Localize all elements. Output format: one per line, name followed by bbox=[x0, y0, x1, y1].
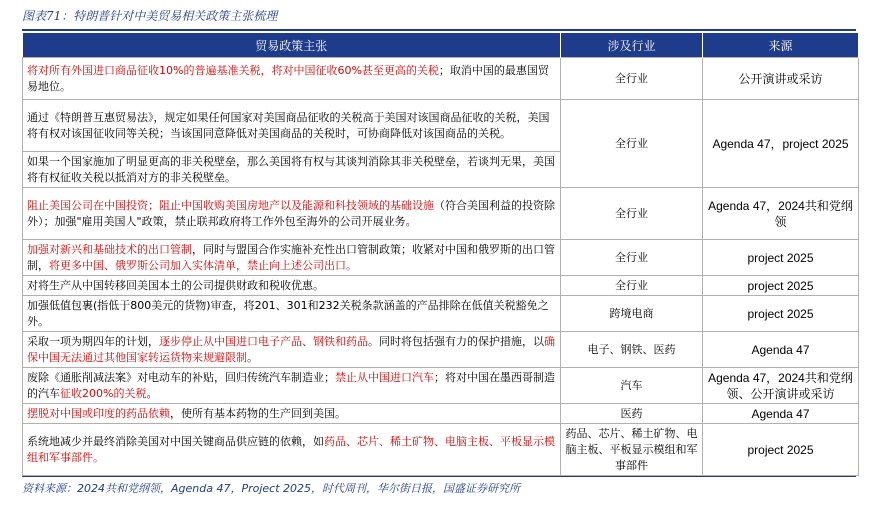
table-row bbox=[23, 58, 859, 100]
policy-text: ；将对中国在墨西哥制造的汽车 bbox=[27, 370, 555, 400]
industry-cell: 药品、芯片、稀土矿物、电脑主板、平板显示模组和军事部件 bbox=[561, 424, 703, 476]
policy-text: 。同时将包括强有力的保护措施，以 bbox=[368, 334, 544, 348]
footer-divider bbox=[22, 476, 856, 477]
header-industry: 涉及行业 bbox=[561, 33, 703, 58]
industry-cell: 全行业 bbox=[561, 188, 703, 240]
highlighted-text: 加强对新兴和基础技术的出口管制 bbox=[27, 242, 192, 256]
header-source: 来源 bbox=[703, 33, 859, 58]
policy-table bbox=[22, 33, 859, 476]
policy-text: 通过《特朗普互惠贸易法》，规定如果任何国家对美国商品征收的关税高于美国对该国商品征收的关税，美国将有权对该国征收同等关税；当该国同意降低对美国商品的关税时，可协商降低对该国商品的关税。 bbox=[27, 110, 550, 140]
highlighted-text: 将对所有外国进口商品征收10%的普遍基准关税，将对中国征收60%甚至更高的关税 bbox=[27, 63, 439, 77]
table-row bbox=[23, 188, 859, 240]
table-row bbox=[23, 240, 859, 276]
policy-cell bbox=[23, 276, 561, 296]
highlighted-text: 摆脱对中国或印度的药品依赖 bbox=[27, 406, 170, 420]
header-policy: 贸易政策主张 bbox=[23, 33, 561, 58]
industry-cell: 全行业 bbox=[561, 240, 703, 276]
policy-text: 如果一个国家施加了明显更高的非关税壁垒，那么美国将有权与其谈判消除其非关税壁垒，若谈判无果，美国将有权征收关税以抵消对方的非关税壁垒。 bbox=[27, 154, 555, 184]
figure-title: 图表71：特朗普针对中美贸易相关政策主张梳理 bbox=[22, 9, 278, 23]
highlighted-text: 将更多中国、俄罗斯公司加入实体清单，禁止向上述公司出口。 bbox=[49, 258, 357, 272]
policy-text: 废除《通胀削减法案》对电动车的补贴，回归传统汽车制造业； bbox=[27, 370, 335, 384]
industry-cell: 汽车 bbox=[561, 368, 703, 404]
policy-text: 。 bbox=[146, 386, 158, 400]
industry-cell: 全行业 bbox=[561, 276, 703, 296]
policy-cell bbox=[23, 404, 561, 424]
source-cell: project 2025 bbox=[703, 240, 859, 276]
table-row bbox=[23, 368, 859, 404]
industry-cell: 电子、钢铁、医药 bbox=[561, 332, 703, 368]
source-cell: project 2025 bbox=[703, 276, 859, 296]
table-header-row bbox=[23, 33, 859, 58]
policy-cell bbox=[23, 424, 561, 476]
source-cell: project 2025 bbox=[703, 296, 859, 332]
source-note: 资料来源：2024共和党纲领，Agenda 47，Project 2025，时代周刊，华尔街日报，国盛证券研究所 bbox=[22, 482, 521, 495]
highlighted-text: 确保中国无法通过其他国家转运货物来规避限制 bbox=[27, 334, 555, 364]
source-cell: Agenda 47 bbox=[703, 332, 859, 368]
table-row bbox=[23, 404, 859, 424]
policy-text: 加强低值包裹(指低于800美元的货物)审查，将201、301和232关税条款涵盖的产品排除在低值关税豁免之外。 bbox=[27, 298, 549, 328]
source-cell: Agenda 47，project 2025 bbox=[703, 100, 859, 188]
table-row bbox=[23, 100, 859, 152]
policy-text: 。 bbox=[247, 350, 258, 364]
highlighted-text: 药品、芯片、稀土矿物、电脑主板、平板显示模组和军事部件。 bbox=[27, 434, 555, 464]
policy-cell bbox=[23, 152, 561, 188]
policy-cell bbox=[23, 332, 561, 368]
industry-cell: 全行业 bbox=[561, 100, 703, 188]
table-row bbox=[23, 424, 859, 476]
source-cell: Agenda 47，2024共和党纲领 bbox=[703, 188, 859, 240]
source-cell: 公开演讲或采访 bbox=[703, 58, 859, 100]
policy-text: ，同时与盟国合作实施补充性出口管制政策；收紧对中国和俄罗斯的出口管制， bbox=[27, 242, 555, 272]
industry-cell: 全行业 bbox=[561, 58, 703, 100]
policy-text: ；取消中国的最惠国贸易地位。 bbox=[27, 63, 549, 93]
source-cell: Agenda 47，2024共和党纲领、公开演讲或采访 bbox=[703, 368, 859, 404]
policy-cell bbox=[23, 188, 561, 240]
policy-text: 采取一项为期四年的计划， bbox=[27, 334, 159, 348]
industry-cell: 医药 bbox=[561, 404, 703, 424]
policy-text: （符合美国利益的投资除外）；加强"雇用美国人"政策，禁止联邦政府将工作外包至海外的公司开展业务。 bbox=[27, 198, 555, 228]
table-row bbox=[23, 332, 859, 368]
policy-cell bbox=[23, 368, 561, 404]
industry-cell: 跨境电商 bbox=[561, 296, 703, 332]
source-cell: Agenda 47 bbox=[703, 404, 859, 424]
policy-cell bbox=[23, 240, 561, 276]
highlighted-text: 阻止美国公司在中国投资；阻止中国收购美国房地产以及能源和科技领域的基础设施 bbox=[27, 198, 434, 212]
policy-text: 系统地减少并最终消除美国对中国关键商品供应链的依赖，如 bbox=[27, 434, 324, 448]
title-divider bbox=[22, 29, 856, 31]
highlighted-text: 禁止从中国进口汽车 bbox=[335, 370, 434, 384]
highlighted-text: 逐步停止从中国进口电子产品、钢铁和药品 bbox=[159, 334, 368, 348]
table-row bbox=[23, 296, 859, 332]
policy-cell bbox=[23, 58, 561, 100]
policy-cell bbox=[23, 296, 561, 332]
policy-text: ，使所有基本药物的生产回到美国。 bbox=[170, 406, 346, 420]
policy-text: 对将生产从中国转移回美国本土的公司提供财政和税收优惠。 bbox=[27, 278, 324, 292]
highlighted-text: 征收200%的关税 bbox=[60, 386, 147, 400]
policy-cell bbox=[23, 100, 561, 152]
source-cell: project 2025 bbox=[703, 424, 859, 476]
table-row bbox=[23, 276, 859, 296]
